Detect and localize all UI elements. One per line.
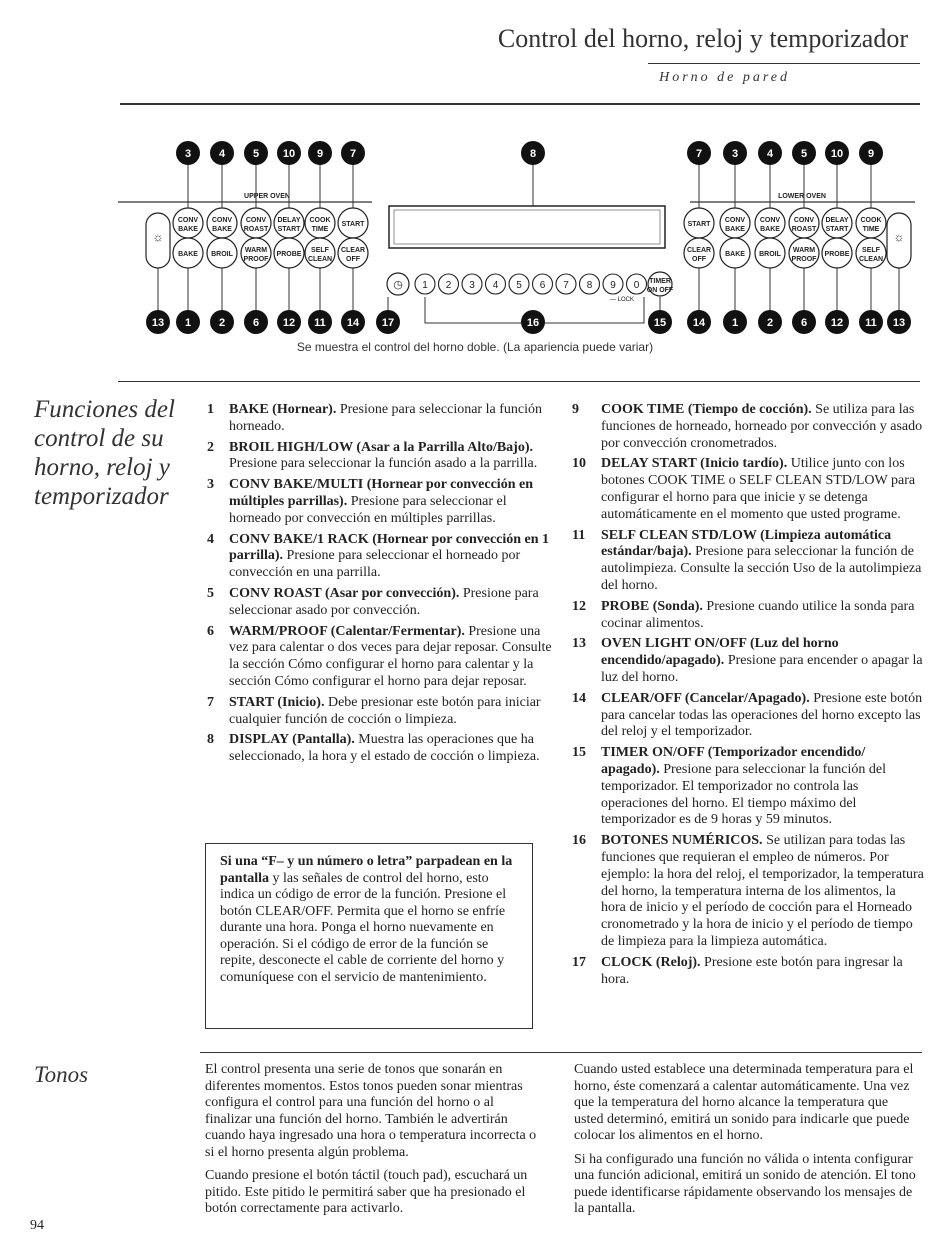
item-title: BROIL HIGH/LOW (Asar a la Parrilla Alto/Bajo).: [229, 439, 533, 455]
button-label: WARM: [792, 247, 816, 254]
callout-number: 5: [800, 148, 808, 160]
item-number: 10: [572, 456, 586, 472]
callout-number: 4: [218, 148, 226, 160]
number-pad-label: 7: [563, 280, 569, 291]
item-title: TIMER ON/OFF (Temporizador encendido/ apagado).: [601, 745, 866, 777]
function-item: [572, 599, 924, 633]
function-item: [207, 586, 552, 620]
oven-control-panel-diagram: [0, 125, 950, 340]
item-description: Presione para seleccionar el horneado por convección en múltiples parrillas.: [229, 493, 507, 526]
function-item: [572, 528, 924, 595]
item-number: 13: [572, 636, 586, 652]
callout-number: 3: [184, 148, 192, 160]
function-item: [572, 955, 924, 989]
button-label: BAKE: [212, 226, 232, 233]
item-description: Presione este botón para ingresar la hora.: [601, 954, 903, 987]
header-rule: [648, 63, 920, 64]
button-label: CONV: [793, 217, 815, 224]
item-description: Utilice junto con los botones COOK TIME o SELF CLEAN STD/LOW para configurar el horno para que inicie y se detenga automáticamente en el momento que usted programe.: [601, 456, 916, 522]
button-label: BAKE: [178, 226, 198, 233]
item-title: START (Inicio).: [229, 694, 325, 710]
item-title: OVEN LIGHT ON/OFF (Luz del horno encendido/apagado).: [601, 636, 839, 669]
button-label: CLEAR: [686, 247, 712, 254]
function-item: [572, 691, 924, 741]
button-label: DELAY: [825, 217, 849, 224]
item-title: COOK TIME (Tiempo de cocción).: [601, 402, 812, 417]
callout-number: 15: [653, 317, 667, 329]
number-pad-label: 6: [539, 280, 546, 291]
button-label: BAKE: [725, 226, 745, 233]
button-label: CLEAN: [858, 256, 884, 263]
button-label: BAKE: [178, 251, 198, 258]
function-item: [572, 402, 924, 452]
callout-number: 11: [314, 317, 326, 329]
item-number: 7: [207, 694, 214, 710]
button-label: SELF: [311, 247, 329, 254]
lock-label: — LOCK: [609, 297, 635, 303]
note-body: y las señales de control del horno, esto indica un código de error de la función. Presione el botón CLEAR/OFF. Permita que el horno se enfríe durante una hora. Ponga el horno nuevamente en operación. Si el código de error de la función se repite, desconecte el cable de corriente del horno y comuníquese con el servicio de mantenimiento.: [220, 870, 507, 985]
item-number: 2: [207, 439, 214, 455]
lower-oven-label: LOWER OVEN: [778, 193, 826, 200]
item-description: Presione para seleccionar el horneado por convección en una parrilla.: [229, 548, 521, 581]
tonos-heading: Tonos: [34, 1062, 89, 1087]
number-pad-label: 9: [610, 280, 616, 291]
button-label: ROAST: [243, 226, 269, 233]
function-item: [207, 695, 552, 729]
item-number: 14: [572, 690, 586, 706]
functions-column-1: [207, 402, 552, 770]
clock-icon: ◷: [393, 279, 403, 291]
function-item: [207, 402, 552, 436]
button-label: START: [687, 221, 711, 228]
callout-number: 2: [766, 317, 774, 329]
item-number: 12: [572, 598, 586, 614]
button-label: PROBE: [824, 251, 850, 258]
section-divider: [118, 381, 920, 382]
tonos-paragraph: Si ha configurado una función no válida o intenta configurar una función adicional, emitirá un sonido de atención. El tono puede identificarse rápidamente observando los mensajes de la pantalla.: [574, 1151, 916, 1216]
item-description: Presione para seleccionar la función del temporizador. El temporizador no controla las operaciones del horno. El tiempo máximo del temporizador es de 9 horas y 59 minutos.: [601, 761, 886, 828]
item-number: 16: [572, 833, 586, 849]
function-item: [572, 636, 924, 686]
button-label: BROIL: [759, 251, 781, 258]
item-description: Presione para encender o apagar la luz del horno.: [601, 653, 923, 685]
callout-number: 6: [800, 317, 808, 329]
button-label: TIMER: [649, 278, 671, 285]
button-label: CONV: [724, 217, 746, 224]
item-description: Se utilizan para todas las funciones que requieran el empleo de números. Por ejemplo: la hora del reloj, el temporizador, la temperatura del horno, la temperatura interna de los alimentos, la hora de inicio y el período de cocción para el Horneado cronometrado y la hora de inicio y el período de tiempo de limpieza para la limpieza automática.: [601, 833, 924, 949]
callout-number: 10: [830, 148, 844, 160]
button-label: PROOF: [243, 256, 269, 263]
button-label: START: [277, 226, 301, 233]
item-description: Debe presionar este botón para iniciar cualquier función de cocción o limpieza.: [229, 694, 541, 727]
function-item: [572, 745, 924, 829]
button-label: CLEAN: [307, 256, 333, 263]
item-description: Muestra las operaciones que ha seleccionado, la hora y el estado de cocción o limpieza.: [229, 732, 540, 765]
page-subtitle: Horno de pared: [659, 70, 790, 85]
callout-number: 7: [349, 148, 357, 160]
page-number: 94: [30, 1218, 44, 1233]
button-label: COOK: [309, 217, 331, 224]
callout-number: 1: [184, 317, 192, 329]
item-number: 1: [207, 402, 214, 417]
item-description: Presione una vez para calentar o dos veces para dejar reposar. Consulte la sección Cómo configurar el horno para calentar y la sección Cómo configurar el horno para dejar reposar.: [229, 623, 552, 689]
tonos-paragraph: Cuando usted establece una determinada temperatura para el horno, éste comenzará a calentar automáticamente. Una vez que la temperatura del horno alcance la temperatura que usted determinó, emitirá un sonido para indicarle que puede colocar los alimentos en el horno.: [574, 1062, 914, 1143]
callout-number: 17: [381, 317, 395, 329]
button-label: CONV: [211, 217, 233, 224]
item-number: 9: [572, 402, 579, 417]
button-label: OFF: [692, 256, 706, 263]
item-number: 17: [572, 954, 586, 970]
callout-number: 12: [282, 317, 296, 329]
button-label: CONV: [245, 217, 267, 224]
function-item: [207, 532, 552, 582]
item-number: 15: [572, 745, 586, 761]
item-description: Se utiliza para las funciones de horneado, horneado por convección y asado por convección cronometrados.: [601, 402, 923, 451]
tonos-paragraph: El control presenta una serie de tonos que sonarán en diferentes momentos. Estos tonos pueden sonar mientras configura el control para una función del horno o al finalizar una función del horno. También le advertirán cuando haya ingresado una hora o temperatura incorrecta o si el horno presenta algún problema.: [205, 1062, 537, 1160]
button-label: TIME: [862, 226, 880, 233]
function-item: [207, 477, 552, 527]
page-title: Control del horno, reloj y temporizador: [497, 24, 908, 53]
callout-number: 9: [867, 148, 875, 160]
button-label: PROBE: [276, 251, 302, 258]
function-item: [207, 624, 552, 691]
item-title: CONV BAKE/1 RACK (Hornear por convección en 1 parrilla).: [229, 531, 550, 564]
button-label: START: [825, 226, 849, 233]
diagram-caption: Se muestra el control del horno doble. (La apariencia puede variar): [296, 340, 654, 354]
tonos-paragraph: Cuando presione el botón táctil (touch pad), escuchará un pitido. Este pitido le permitirá saber que ha presionado el botón correctamente para activarlo.: [205, 1168, 528, 1216]
button-label: SELF: [862, 247, 880, 254]
number-pad-label: 8: [586, 280, 593, 291]
button-label: START: [341, 221, 365, 228]
tonos-divider: [200, 1052, 922, 1053]
callout-number: 1: [731, 317, 739, 329]
callout-number: 14: [346, 317, 360, 329]
header-divider: [120, 103, 920, 105]
item-title: WARM/PROOF (Calentar/Fermentar).: [229, 623, 465, 639]
callout-number: 13: [151, 317, 165, 329]
item-title: DISPLAY (Pantalla).: [229, 732, 355, 748]
callout-number: 13: [892, 317, 906, 329]
item-title: PROBE (Sonda).: [601, 598, 703, 614]
item-description: Presione para seleccionar la función de autolimpieza. Consulte la sección Uso de la autolimpieza del horno.: [601, 544, 922, 593]
button-label: WARM: [244, 247, 268, 254]
callout-number: 8: [529, 148, 537, 160]
button-label: ROAST: [791, 226, 817, 233]
button-label: ON OFF: [646, 287, 674, 294]
number-pad-label: 0: [633, 280, 640, 291]
button-label: COOK: [860, 217, 882, 224]
number-pad-label: 3: [469, 280, 475, 291]
callout-number: 11: [865, 317, 877, 329]
item-number: 3: [207, 477, 214, 493]
item-title: CLOCK (Reloj).: [601, 954, 701, 970]
button-label: CONV: [177, 217, 199, 224]
item-number: 11: [572, 527, 586, 543]
section-heading: Funciones del control de su horno, reloj y temporizador: [34, 396, 175, 510]
callout-number: 14: [692, 317, 706, 329]
item-number: 6: [207, 623, 214, 639]
item-description: Presione para seleccionar la función asado a la parrilla.: [229, 456, 538, 472]
item-number: 8: [207, 732, 214, 748]
display-window: [389, 206, 665, 248]
functions-column-2: [572, 402, 924, 992]
item-description: Presione cuando utilice la sonda para cocinar alimentos.: [601, 598, 915, 631]
button-label: TIME: [311, 226, 329, 233]
number-pad-label: 4: [492, 280, 499, 291]
callout-number: 4: [766, 148, 774, 160]
function-item: [572, 833, 924, 951]
number-pad-label: 5: [516, 280, 522, 291]
callout-number: 5: [252, 148, 260, 160]
button-label: OFF: [346, 256, 360, 263]
callout-number: 10: [282, 148, 296, 160]
item-title: DELAY START (Inicio tardío).: [601, 456, 788, 472]
item-description: Presione para seleccionar la función horneado.: [229, 402, 542, 434]
item-title: CONV BAKE/MULTI (Hornear por convección en múltiples parrillas).: [229, 477, 533, 509]
tonos-column-right: [574, 1062, 920, 1225]
button-label: CONV: [759, 217, 781, 224]
button-label: DELAY: [277, 217, 301, 224]
callout-number: 7: [695, 148, 703, 160]
button-label: BAKE: [725, 251, 745, 258]
button-label: BROIL: [211, 251, 233, 258]
callout-number: 12: [830, 317, 844, 329]
light-bulb-icon: ☼: [152, 230, 164, 244]
note-heading: Si una “F– y un número o letra” parpadean en la pantalla: [220, 854, 513, 886]
error-code-note: [205, 843, 533, 1029]
tonos-column-left: [205, 1062, 541, 1225]
item-title: SELF CLEAN STD/LOW (Limpieza automática estándar/baja).: [601, 527, 892, 560]
number-pad-label: 1: [422, 280, 428, 291]
item-description: Presione para seleccionar asado por convección.: [229, 585, 539, 618]
item-title: CLEAR/OFF (Cancelar/Apagado).: [601, 690, 810, 706]
item-number: 4: [207, 531, 214, 547]
item-number: 5: [207, 585, 214, 601]
button-label: PROOF: [791, 256, 817, 263]
callout-number: 16: [526, 317, 540, 329]
callout-number: 6: [252, 317, 260, 329]
item-title: BAKE (Hornear).: [229, 402, 337, 417]
button-label: CLEAR: [340, 247, 366, 254]
button-label: BAKE: [760, 226, 780, 233]
function-item: [207, 732, 552, 766]
function-item: [207, 440, 552, 474]
upper-oven-label: UPPER OVEN: [244, 193, 290, 200]
number-pad-label: 2: [445, 280, 452, 291]
callout-number: 9: [316, 148, 324, 160]
light-bulb-icon: ☼: [893, 230, 905, 244]
callout-number: 2: [218, 317, 226, 329]
item-title: BOTONES NUMÉRICOS.: [601, 833, 763, 849]
item-description: Presione este botón para cancelar todas las operaciones del horno excepto las del reloj y el temporizador.: [601, 690, 923, 740]
callout-number: 3: [731, 148, 739, 160]
function-item: [572, 456, 924, 523]
item-title: CONV ROAST (Asar por convección).: [229, 585, 460, 601]
